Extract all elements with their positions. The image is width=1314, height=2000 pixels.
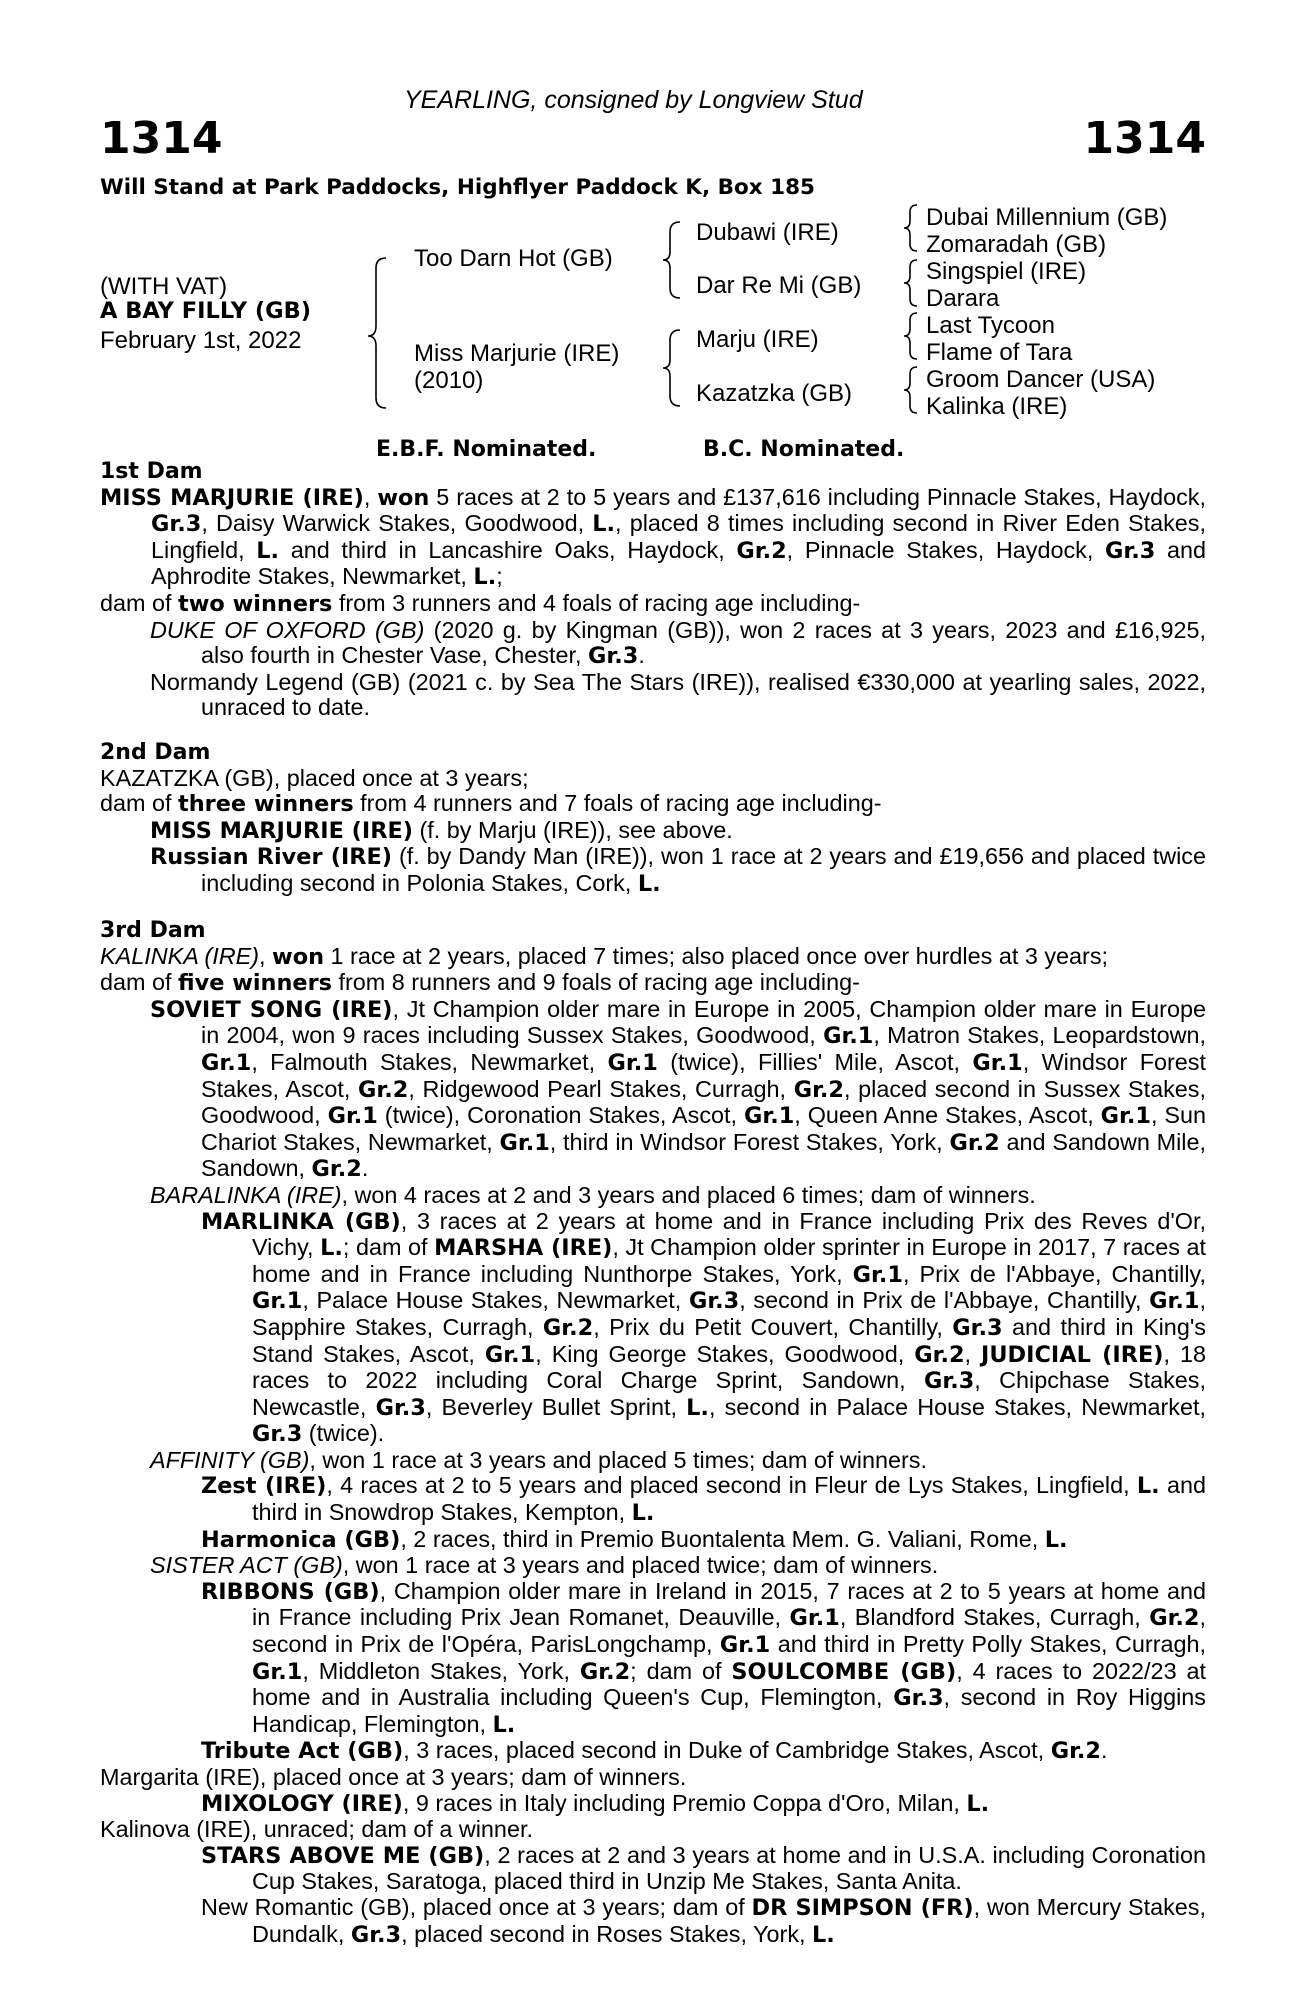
text-run: , Daisy Warwick Stakes, Goodwood, bbox=[201, 510, 593, 537]
bold-text-run: L. bbox=[1044, 1526, 1068, 1553]
text-run: , Beverley Bullet Sprint, bbox=[425, 1393, 687, 1420]
dam-name: Miss Marjurie (IRE) bbox=[414, 340, 620, 367]
sire-name: Too Darn Hot (GB) bbox=[414, 245, 613, 272]
italic-text-run: AFFINITY (GB) bbox=[150, 1446, 310, 1473]
text-run: Normandy Legend (GB) (2021 c. by Sea The Stars (IRE)), realised €330,000 at yearling sales, 2022, unraced to date. bbox=[150, 668, 1206, 721]
text-run: , second in Prix de l'Abbaye, Chantilly, bbox=[739, 1287, 1150, 1314]
text-run: (twice), Coronation Stakes, Ascot, bbox=[377, 1102, 744, 1129]
text-run: dam of bbox=[100, 790, 179, 817]
bold-text-run: Harmonica (GB) bbox=[201, 1526, 401, 1553]
bold-text-run: Gr.1 bbox=[972, 1049, 1023, 1076]
text-run: , Pinnacle Stakes, Haydock, bbox=[786, 536, 1105, 563]
third-dam-produce-margarita bbox=[100, 1765, 1206, 1791]
bold-text-run: L. bbox=[686, 1394, 709, 1421]
ancestor-g4: Darara bbox=[926, 285, 1000, 312]
text-run: , Jt Champion older mare in Europe in 2005, Champion older mare in Europe in 2004, won 9 races including Sussex Stakes, Goodwood, bbox=[201, 995, 1206, 1049]
stand-location: Will Stand at Park Paddocks, Highflyer Paddock K, Box 185 bbox=[100, 175, 815, 200]
bold-text-run: Gr.3 bbox=[252, 1421, 303, 1448]
bold-text-run: Gr.2 bbox=[542, 1314, 594, 1341]
grand-produce-harmonica bbox=[100, 1527, 1206, 1554]
second-dam-produce-summary bbox=[100, 791, 1206, 818]
second-dam-heading: 2nd Dam bbox=[100, 740, 211, 765]
brace-g3 bbox=[904, 313, 917, 359]
text-run: , King George Stakes, Goodwood, bbox=[535, 1340, 915, 1367]
foaling-date: February 1st, 2022 bbox=[100, 327, 302, 354]
text-run: , 9 races in Italy including Premio Coppa d'Oro, Milan, bbox=[402, 1789, 967, 1816]
bold-text-run: Gr.1 bbox=[252, 1658, 303, 1685]
third-dam-section bbox=[100, 918, 1206, 1948]
third-dam-heading: 3rd Dam bbox=[100, 918, 206, 943]
text-run: from 3 runners and 4 foals of racing age including- bbox=[332, 589, 861, 616]
ancestor-g3: Singspiel (IRE) bbox=[926, 258, 1087, 285]
text-run: ; dam of bbox=[630, 1657, 732, 1684]
bold-text-run: MARLINKA (GB) bbox=[201, 1208, 401, 1235]
bold-text-run: Gr.3 bbox=[952, 1314, 1003, 1341]
text-run: , Champion older mare in Ireland in 2015, 7 races at 2 to 5 years at home and in France including Prix Jean Romanet, Deauville, bbox=[252, 1577, 1207, 1631]
bold-text-run: Gr.3 bbox=[375, 1394, 426, 1421]
ancestor-g1: Dubai Millennium (GB) bbox=[926, 204, 1168, 231]
grand-produce-new-romantic bbox=[100, 1895, 1206, 1948]
second-dam-produce-1 bbox=[100, 818, 1206, 845]
bold-text-run: Gr.1 bbox=[852, 1261, 903, 1288]
text-run: (2020 g. by Kingman (GB)), won 2 races at 3 years, 2023 and £16,925, also fourth in Chester Vase, Chester, bbox=[201, 616, 1206, 669]
text-run: ; bbox=[496, 563, 503, 590]
text-run: , Chipchase Stakes, Newcastle, bbox=[252, 1367, 1206, 1420]
dam-sire-name: Marju (IRE) bbox=[696, 326, 819, 353]
bold-text-run: Gr.1 bbox=[484, 1341, 536, 1368]
text-run: Margarita (IRE), placed once at 3 years; dam of winners. bbox=[100, 1764, 687, 1790]
bold-text-run: Gr.1 bbox=[201, 1049, 252, 1076]
bold-text-run: Gr.1 bbox=[823, 1023, 874, 1050]
text-run: , 3 races at 2 years at home and in France including Prix des Reves d'Or, Vichy, bbox=[252, 1207, 1206, 1261]
text-run: , Matron Stakes, Leopardstown, bbox=[873, 1022, 1206, 1049]
second-dam-produce-2 bbox=[100, 844, 1206, 897]
text-run: , second in Roy Higgins Handicap, Flemington, bbox=[252, 1684, 1206, 1737]
ancestor-g2: Zomaradah (GB) bbox=[926, 231, 1107, 258]
text-run: , Queen Anne Stakes, Ascot, bbox=[794, 1102, 1101, 1129]
text-run: , bbox=[964, 1340, 982, 1367]
text-run: . bbox=[1101, 1737, 1108, 1764]
bold-text-run: Gr.1 bbox=[327, 1103, 378, 1130]
grand-produce-zest bbox=[100, 1473, 1206, 1526]
text-run: and third in Snowdrop Stakes, Kempton, bbox=[252, 1472, 1206, 1526]
bold-text-run: L. bbox=[256, 537, 280, 564]
bold-text-run: L. bbox=[320, 1235, 343, 1262]
bold-text-run: Gr.1 bbox=[1149, 1288, 1200, 1315]
text-run: , Middleton Stakes, York, bbox=[302, 1657, 580, 1684]
text-run: and third in Lancashire Oaks, Haydock, bbox=[279, 536, 737, 563]
italic-text-run: DUKE OF OXFORD (GB) bbox=[150, 616, 425, 643]
text-run: , Palace House Stakes, Newmarket, bbox=[302, 1287, 689, 1314]
bold-text-run: five winners bbox=[178, 970, 332, 997]
first-dam-produce-summary bbox=[100, 591, 1206, 618]
text-run: , second in Palace House Stakes, Newmarket, bbox=[708, 1393, 1206, 1420]
bold-text-run: L. bbox=[631, 1500, 655, 1527]
grand-produce-tribute-act bbox=[100, 1738, 1206, 1765]
text-run: , 18 races to 2022 including Coral Charge Sprint, Sandown, bbox=[252, 1340, 1207, 1394]
bold-text-run: L. bbox=[492, 1711, 516, 1738]
bold-text-run: RIBBONS (GB) bbox=[201, 1578, 380, 1605]
text-run: , Blandford Stakes, Curragh, bbox=[839, 1604, 1150, 1631]
bold-text-run: Gr.2 bbox=[579, 1658, 631, 1685]
italic-text-run: KALINKA (IRE) bbox=[100, 942, 260, 969]
bold-text-run: Gr.3 bbox=[1105, 537, 1156, 564]
bold-text-run: won bbox=[272, 943, 325, 970]
first-dam-section bbox=[100, 459, 1206, 721]
bold-text-run: Russian River (IRE) bbox=[150, 844, 393, 871]
bold-text-run: three winners bbox=[178, 791, 354, 818]
third-dam-produce-summary bbox=[100, 970, 1206, 997]
bold-text-run: Gr.2 bbox=[311, 1156, 362, 1183]
text-run: and Aphrodite Stakes, Newmarket, bbox=[151, 536, 1206, 590]
grand-produce-stars-above-me bbox=[100, 1843, 1206, 1895]
text-run: , won Mercury Stakes, Dundalk, bbox=[252, 1893, 1207, 1947]
third-dam-produce-sister-act bbox=[100, 1553, 1206, 1579]
lot-number-left: 1314 bbox=[100, 113, 223, 164]
bold-text-run: Gr.2 bbox=[914, 1341, 965, 1368]
bold-text-run: Gr.2 bbox=[358, 1076, 409, 1103]
bold-text-run: MIXOLOGY (IRE) bbox=[201, 1790, 403, 1817]
text-run: dam of bbox=[100, 969, 179, 996]
bold-text-run: Gr.1 bbox=[719, 1632, 771, 1659]
ancestor-g5: Last Tycoon bbox=[926, 312, 1055, 339]
italic-text-run: SISTER ACT (GB) bbox=[150, 1552, 343, 1579]
brace-dam bbox=[663, 330, 680, 406]
grand-produce-marlinka bbox=[100, 1209, 1206, 1448]
lot-number-right: 1314 bbox=[1083, 113, 1206, 164]
text-run: , 2 races at 2 and 3 years at home and in U.S.A. including Coronation Cup Stakes, Saratoga, placed third in Unzip Me Stakes, Santa Anita. bbox=[252, 1841, 1206, 1895]
bold-text-run: Gr.1 bbox=[789, 1605, 840, 1632]
bold-text-run: Gr.1 bbox=[1100, 1103, 1151, 1130]
text-run: 1 race at 2 years, placed 7 times; also placed once over hurdles at 3 years; bbox=[324, 942, 1109, 969]
text-run: , Sun Chariot Stakes, Newmarket, bbox=[201, 1102, 1206, 1155]
grand-produce-mixology bbox=[100, 1791, 1206, 1818]
third-dam-produce-baralinka bbox=[100, 1183, 1206, 1209]
text-run: . bbox=[638, 642, 645, 669]
second-dam-section bbox=[100, 740, 1206, 898]
dam-year: (2010) bbox=[414, 367, 484, 394]
bold-text-run: L. bbox=[637, 870, 661, 897]
italic-text-run: BARALINKA (IRE) bbox=[150, 1181, 342, 1208]
text-run: and Sandown Mile, Sandown, bbox=[201, 1128, 1207, 1182]
third-dam-record bbox=[100, 944, 1206, 971]
bold-text-run: Gr.2 bbox=[1050, 1738, 1101, 1765]
text-run: (f. by Marju (IRE)), see above. bbox=[413, 816, 733, 843]
text-run: , Ridgewood Pearl Stakes, Curragh, bbox=[408, 1075, 794, 1102]
bold-text-run: STARS ABOVE ME (GB) bbox=[201, 1842, 485, 1869]
text-run: , 4 races to 2022/23 at home and in Australia including Queen's Cup, Flemington, bbox=[252, 1657, 1206, 1711]
text-run: Kalinova (IRE), unraced; dam of a winner. bbox=[100, 1816, 533, 1843]
bold-text-run: L. bbox=[812, 1921, 835, 1948]
bold-text-run: Gr.1 bbox=[499, 1129, 550, 1156]
text-run: (f. by Dandy Man (IRE)), won 1 race at 2 years and £19,656 and placed twice including second in Polonia Stakes, Cork, bbox=[201, 843, 1206, 896]
sire-dam-name: Dar Re Mi (GB) bbox=[696, 272, 862, 299]
brace-g1 bbox=[904, 205, 917, 251]
text-run: from 8 runners and 9 foals of racing age including- bbox=[331, 969, 860, 996]
text-run: , placed 8 times including second in River Eden Stakes, Lingfield, bbox=[151, 510, 1206, 563]
brace-gen1 bbox=[368, 258, 386, 408]
vat-note: (WITH VAT) bbox=[100, 273, 228, 300]
text-run: (twice). bbox=[302, 1420, 385, 1447]
ancestor-g8: Kalinka (IRE) bbox=[926, 393, 1068, 420]
text-run: dam of bbox=[100, 589, 179, 616]
ancestor-g7: Groom Dancer (USA) bbox=[926, 366, 1156, 393]
bold-text-run: MISS MARJURIE (IRE) bbox=[150, 817, 414, 844]
text-run: , Windsor Forest Stakes, Ascot, bbox=[201, 1048, 1206, 1102]
bold-text-run: Gr.3 bbox=[350, 1921, 402, 1948]
first-dam-produce-1 bbox=[100, 618, 1206, 670]
bold-text-run: won bbox=[377, 484, 430, 511]
sire-sire-name: Dubawi (IRE) bbox=[696, 219, 839, 246]
text-run: and third in King's Stand Stakes, Ascot, bbox=[252, 1313, 1206, 1367]
bold-text-run: Gr.2 bbox=[1149, 1605, 1200, 1632]
text-run: , third in Windsor Forest Stakes, York, bbox=[549, 1128, 950, 1155]
text-run: ; dam of bbox=[342, 1234, 435, 1261]
first-dam-record bbox=[100, 485, 1206, 591]
bold-text-run: Gr.3 bbox=[151, 511, 202, 538]
bold-text-run: MISS MARJURIE (IRE) bbox=[100, 484, 364, 511]
text-run: , second in Prix de l'Opéra, ParisLongchamp, bbox=[252, 1604, 1206, 1658]
text-run: , 4 races at 2 to 5 years and placed second in Fleur de Lys Stakes, Lingfield, bbox=[326, 1472, 1137, 1499]
text-run: , 2 races, third in Premio Buontalenta Mem. G. Valiani, Rome, bbox=[400, 1525, 1045, 1552]
brace-g4 bbox=[904, 367, 917, 413]
bold-text-run: L. bbox=[1136, 1473, 1160, 1500]
text-run: , Prix de l'Abbaye, Chantilly, bbox=[902, 1260, 1206, 1287]
consignor-line: YEARLING, consigned by Longview Stud bbox=[404, 86, 863, 114]
bold-text-run: Gr.1 bbox=[743, 1103, 795, 1130]
text-run: New Romantic (GB), placed once at 3 years; dam of bbox=[201, 1893, 752, 1920]
bold-text-run: MARSHA (IRE) bbox=[434, 1235, 613, 1262]
text-run: , bbox=[259, 942, 273, 969]
bold-text-run: SOVIET SONG (IRE) bbox=[150, 996, 393, 1023]
bold-text-run: Zest (IRE) bbox=[201, 1473, 327, 1500]
second-dam-record bbox=[100, 766, 1206, 792]
third-dam-produce-soviet-song bbox=[100, 997, 1206, 1183]
bc-nomination: B.C. Nominated. bbox=[703, 437, 905, 462]
bold-text-run: Gr.3 bbox=[923, 1368, 975, 1395]
bold-text-run: DR SIMPSON (FR) bbox=[751, 1894, 974, 1921]
text-run: (twice), Fillies' Mile, Ascot, bbox=[657, 1048, 973, 1075]
text-run: KAZATZKA (GB), placed once at 3 years; bbox=[100, 764, 529, 791]
ancestor-g6: Flame of Tara bbox=[926, 339, 1073, 366]
text-run: , 3 races, placed second in Duke of Cambridge Stakes, Ascot, bbox=[403, 1737, 1051, 1764]
text-run: , won 1 race at 3 years and placed 5 times; dam of winners. bbox=[309, 1446, 927, 1473]
bold-text-run: L. bbox=[966, 1790, 990, 1817]
text-run: . bbox=[361, 1155, 369, 1182]
bold-text-run: Gr.1 bbox=[252, 1288, 303, 1315]
text-run: , placed second in Sussex Stakes, Goodwood, bbox=[201, 1075, 1207, 1129]
bold-text-run: two winners bbox=[178, 590, 333, 617]
third-dam-produce-affinity bbox=[100, 1448, 1206, 1474]
first-dam-produce-2 bbox=[100, 670, 1206, 721]
bold-text-run: Gr.3 bbox=[688, 1288, 740, 1315]
text-run: , Falmouth Stakes, Newmarket, bbox=[251, 1048, 608, 1075]
third-dam-produce-kalinova bbox=[100, 1817, 1206, 1843]
text-run: , Sapphire Stakes, Curragh, bbox=[252, 1287, 1206, 1340]
text-run: and third in Pretty Polly Stakes, Curragh, bbox=[770, 1631, 1207, 1658]
bold-text-run: Gr.3 bbox=[893, 1685, 944, 1712]
text-run: , won 4 races at 2 and 3 years and placed 6 times; dam of winners. bbox=[341, 1181, 1036, 1208]
dam-dam-name: Kazatzka (GB) bbox=[696, 380, 853, 407]
text-run: , bbox=[363, 483, 378, 510]
bold-text-run: Gr.2 bbox=[793, 1076, 845, 1103]
text-run: from 4 runners and 7 foals of racing age including- bbox=[353, 790, 882, 817]
horse-name: A BAY FILLY (GB) bbox=[100, 298, 312, 324]
bold-text-run: SOULCOMBE (GB) bbox=[731, 1658, 957, 1685]
brace-g2 bbox=[904, 260, 917, 306]
bold-text-run: L. bbox=[473, 564, 497, 591]
bold-text-run: Gr.2 bbox=[949, 1129, 1000, 1156]
text-run: 5 races at 2 to 5 years and £137,616 including Pinnacle Stakes, Haydock, bbox=[429, 483, 1206, 510]
text-run: , Jt Champion older sprinter in Europe in 2017, 7 races at home and in France including Nunthorpe Stakes, York, bbox=[252, 1234, 1206, 1287]
text-run: , won 1 race at 3 years and placed twice; dam of winners. bbox=[342, 1552, 939, 1579]
bold-text-run: Gr.1 bbox=[607, 1049, 658, 1076]
ebf-nomination: E.B.F. Nominated. bbox=[376, 437, 597, 462]
bold-text-run: L. bbox=[592, 511, 616, 538]
first-dam-heading: 1st Dam bbox=[100, 459, 203, 484]
text-run: , placed second in Roses Stakes, York, bbox=[401, 1920, 813, 1947]
bold-text-run: JUDICIAL (IRE) bbox=[981, 1341, 1164, 1368]
brace-sire bbox=[663, 222, 680, 298]
text-run: , Prix du Petit Couvert, Chantilly, bbox=[593, 1313, 953, 1340]
bold-text-run: Gr.2 bbox=[736, 537, 787, 564]
bold-text-run: Tribute Act (GB) bbox=[201, 1738, 404, 1765]
bold-text-run: Gr.3 bbox=[588, 643, 639, 670]
grand-produce-ribbons bbox=[100, 1579, 1206, 1739]
